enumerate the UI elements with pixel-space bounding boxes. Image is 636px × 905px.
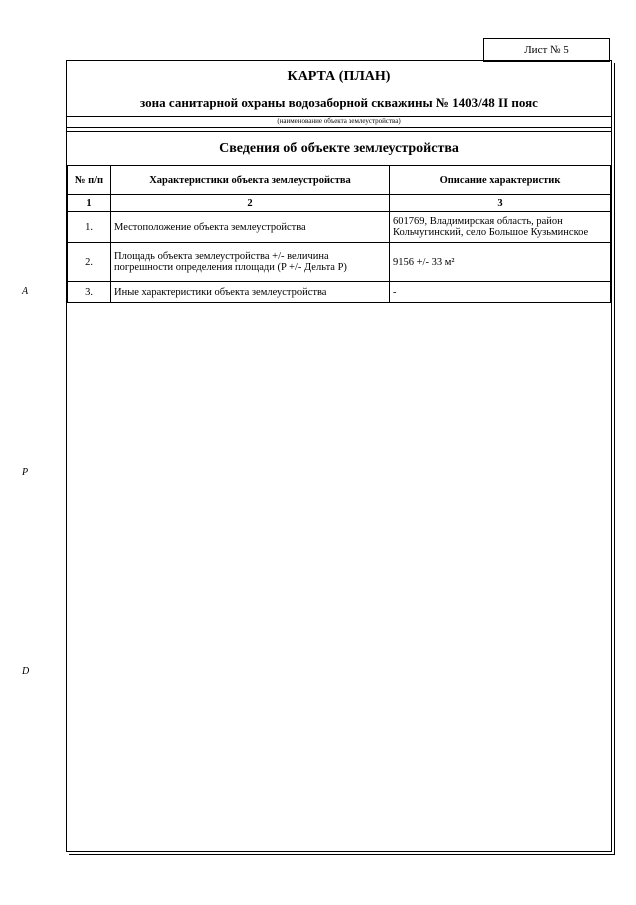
table-header-row <box>68 166 611 195</box>
section-title: Сведения об объекте землеустройства <box>219 141 459 156</box>
divider <box>67 127 611 128</box>
divider <box>67 131 611 132</box>
object-name-caption: (наименование объекта землеустройства) <box>277 117 401 125</box>
table-row <box>68 282 611 303</box>
object-info-table <box>67 165 611 303</box>
sheet-number-label: Лист № 5 <box>524 44 569 56</box>
row-characteristic: Площадь объекта землеустройства +/- величина погрешности определения площади (P +/- Дельта P) <box>111 243 390 282</box>
document-title: КАРТА (ПЛАН) <box>287 69 391 84</box>
column-header-description: Описание характеристик <box>390 166 611 195</box>
column-header-number: № п/п <box>68 166 111 195</box>
column-number: 1 <box>68 195 111 212</box>
row-description: 9156 +/- 33 м² <box>390 243 611 282</box>
row-number: 1. <box>68 212 111 243</box>
table-row <box>68 243 611 282</box>
row-characteristic: Местоположение объекта землеустройства <box>111 212 390 243</box>
document-subtitle: зона санитарной охраны водозаборной скважины № 1403/48 II пояс <box>140 95 538 110</box>
column-header-characteristic: Характеристики объекта землеустройства <box>111 166 390 195</box>
row-number: 2. <box>68 243 111 282</box>
row-description: 601769, Владимирская область, район Кольчугинский, село Большое Кузьминское <box>390 212 611 243</box>
column-number-row <box>68 195 611 212</box>
row-description: - <box>390 282 611 303</box>
margin-mark: P <box>22 467 29 478</box>
row-number: 3. <box>68 282 111 303</box>
sheet-number-box <box>483 38 610 62</box>
margin-mark: A <box>22 286 29 297</box>
table-row <box>68 212 611 243</box>
column-number: 2 <box>111 195 390 212</box>
row-characteristic: Иные характеристики объекта землеустройства <box>111 282 390 303</box>
document-frame <box>66 60 612 852</box>
margin-mark: D <box>22 666 30 677</box>
column-number: 3 <box>390 195 611 212</box>
